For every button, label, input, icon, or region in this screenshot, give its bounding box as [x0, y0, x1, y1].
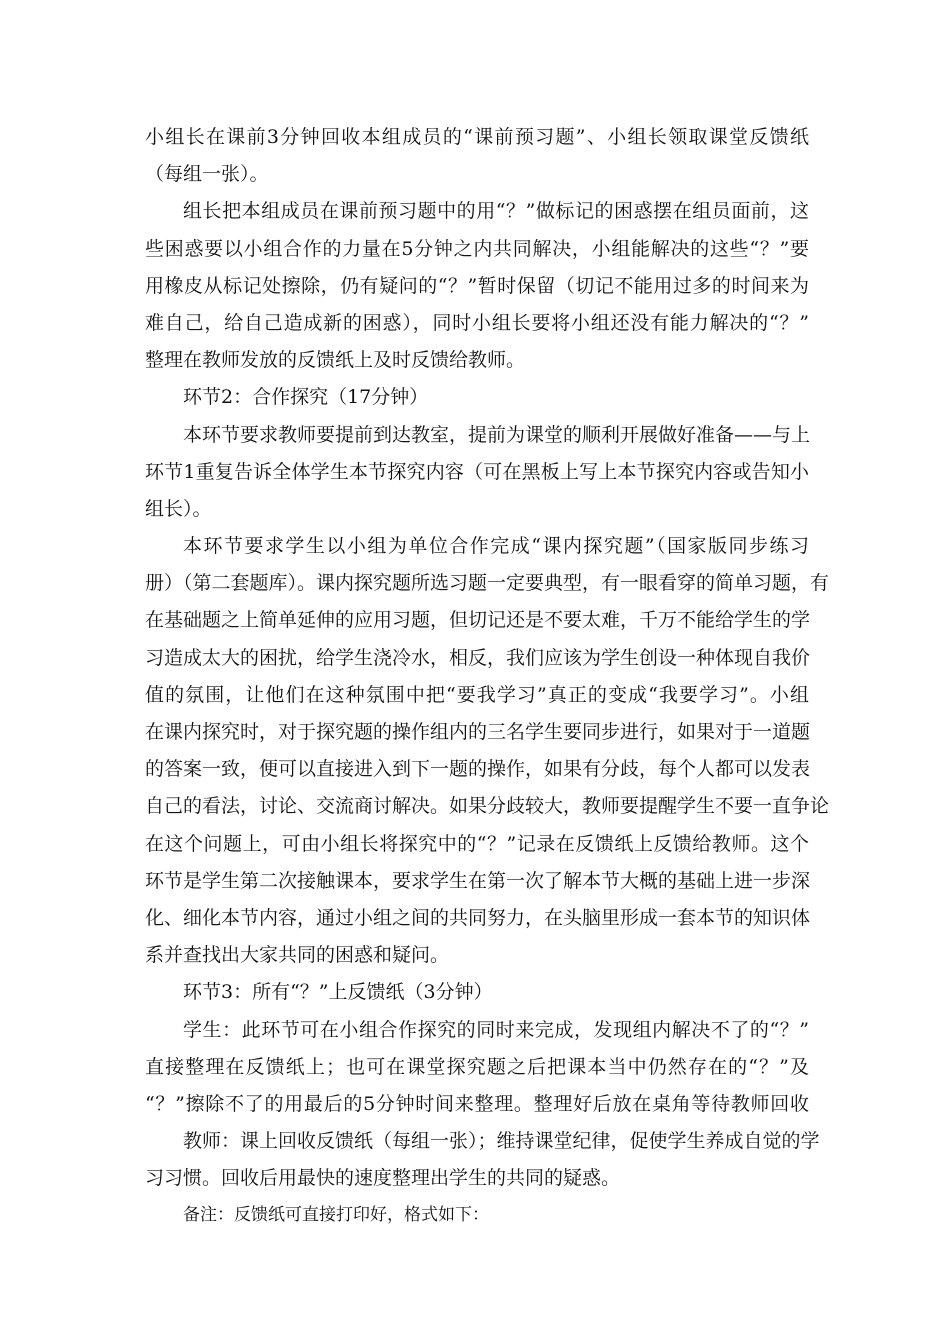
text-line: 习习惯。回收后用最快的速度整理出学生的共同的疑惑。	[145, 1167, 621, 1190]
text-line: 本环节要求教师要提前到达教室，提前为课堂的顺利开展做好准备——与上	[183, 423, 811, 446]
text-line: 些困惑要以小组合作的力量在5分钟之内共同解决，小组能解决的这些“？”要	[145, 237, 809, 260]
text-line: 学生：此环节可在小组合作探究的同时来完成，发现组内解决不了的“？”	[183, 1018, 809, 1041]
document-body	[145, 119, 830, 1235]
text-line: 直接整理在反馈纸上；也可在课堂探究题之后把课本当中仍然存在的“？”及	[145, 1055, 809, 1078]
text-line: 环节是学生第二次接触课本，要求学生在第一次了解本节大概的基础上进一步深	[145, 869, 811, 892]
text-line: 在这个问题上，可由小组长将探究中的“？”记录在反馈纸上反馈给教师。这个	[145, 832, 809, 855]
text-line: 难自己，给自己造成新的困惑），同时小组长要将小组还没有能力解决的“？”	[145, 311, 809, 334]
text-line: 化、细化本节内容，通过小组之间的共同努力，在头脑里形成一套本节的知识体	[145, 906, 811, 929]
text-line: 值的氛围，让他们在这种氛围中把“要我学习”真正的变成“我要学习”。小组	[145, 683, 809, 706]
text-line: 环节2：合作探究（17分钟）	[183, 386, 429, 409]
text-line: 环节1重复告诉全体学生本节探究内容（可在黑板上写上本节探究内容或告知小	[145, 460, 809, 483]
text-line: （每组一张）。	[145, 163, 269, 186]
text-line: 整理在教师发放的反馈纸上及时反馈给教师。	[145, 349, 526, 372]
text-line: 自己的看法，讨论、交流商讨解决。如果分歧较大，教师要提醒学生不要一直争论	[145, 795, 830, 818]
text-line: 环节3：所有“？”上反馈纸（3分钟）	[183, 981, 493, 1004]
text-line: 本环节要求学生以小组为单位合作完成“课内探究题”（国家版同步练习	[183, 535, 809, 558]
text-line: 组长）。	[145, 497, 212, 520]
text-line: 用橡皮从标记处擦除，仍有疑问的“？”暂时保留（切记不能用过多的时间来为	[145, 274, 809, 297]
text-line: 习造成太大的困扰，给学生浇冷水，相反，我们应该为学生创设一种体现自我价	[145, 646, 811, 669]
text-line: 在基础题之上简单延伸的应用习题，但切记还是不要太难，千万不能给学生的学	[145, 609, 811, 632]
text-line: 备注：反馈纸可直接打印好，格式如下：	[183, 1205, 489, 1226]
text-line: 教师：课上回收反馈纸（每组一张）；维持课堂纪律，促使学生养成自觉的学	[183, 1130, 820, 1153]
text-line: 册）（第二套题库）。课内探究题所选习题一定要典型，有一眼看穿的简单习题，有	[145, 572, 830, 595]
text-line: “？”擦除不了的用最后的5分钟时间来整理。整理好后放在桌角等待教师回收	[145, 1092, 809, 1115]
text-line: 在课内探究时，对于探究题的操作组内的三名学生要同步进行，如果对于一道题	[145, 721, 811, 743]
text-line: 的答案一致，便可以直接进入到下一题的操作，如果有分歧，每个人都可以发表	[145, 758, 811, 781]
text-line: 系并查找出大家共同的困惑和疑问。	[145, 944, 450, 967]
text-line: 小组长在课前3分钟回收本组成员的“课前预习题”、小组长领取课堂反馈纸	[145, 126, 809, 148]
text-line: 组长把本组成员在课前预习题中的用“？”做标记的困惑摆在组员面前，这	[183, 200, 809, 223]
